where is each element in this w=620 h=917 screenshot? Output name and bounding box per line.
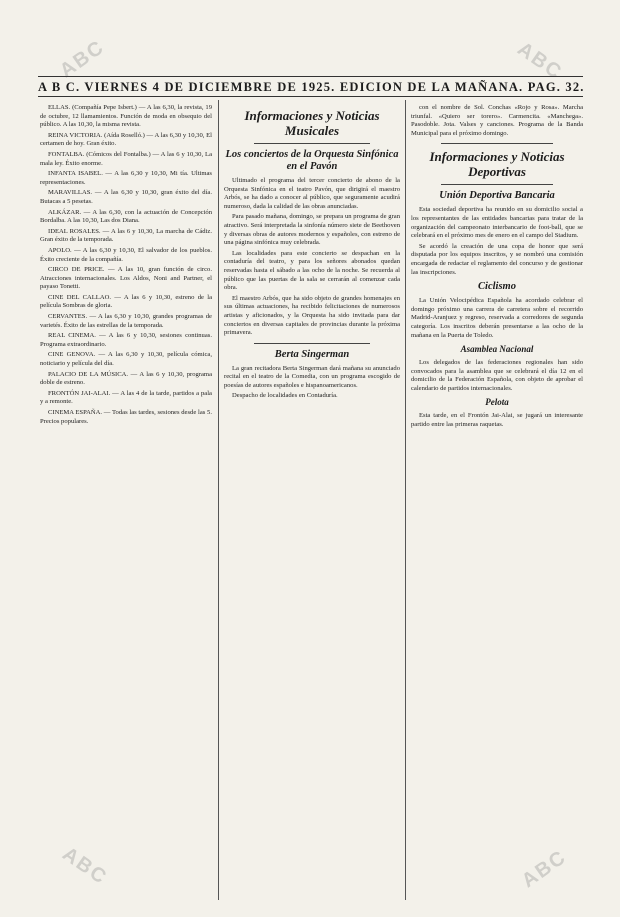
article-paragraph: Se acordó la creación de una copa de honor que será disputada por los equipos inscritos, y se nombró una comisión encargada de redactar el reglamento del concurso y de gestionar las inscripciones. <box>411 242 583 276</box>
listing-paragraph: ELLAS. (Compañía Pepe Isbert.) — A las 6,30, la revista, 19 de octubre, 12 llamamientos. Función de moda en obsequio del público. A las 10,30, la misma revista. <box>40 104 212 129</box>
column-2-music <box>224 104 400 894</box>
article-paragraph: Despacho de localidades en Contaduría. <box>232 392 338 400</box>
abc-watermark-top-right: ABC <box>513 37 567 85</box>
divider <box>254 143 370 144</box>
abc-watermark-bottom-left: ABC <box>58 842 112 890</box>
article-paragraph: La gran recitadora Berta Singerman dará mañana su anunciado recital en el teatro de la Comedia, con un programa escogido de poesías de autores españoles e hispanoamericanos. <box>224 364 400 389</box>
article-paragraph: Las localidades para este concierto se despachan en la contaduría del teatro, y para los señores abonados quedan reservadas hasta el sábado a las ocho de la noche. Se recuerda al público que las puertas de la sala se cerrarán al comenzar cada obra. <box>224 249 400 292</box>
article-paragraph: El maestro Arbós, que ha sido objeto de grandes homenajes en sus últimas actuaciones, ha recibido felicitaciones de numerosos artistas y aficionados, y la Orquesta ha sido invitada para dar conciertos en diversas capitales de provincias durante la próxima primavera. <box>224 294 400 337</box>
abc-watermark-bottom-right: ABC <box>517 845 571 893</box>
header-top-rule <box>38 76 583 77</box>
listing-paragraph: CERVANTES. — A las 6,30 y 10,30, grandes programas de varietés. Éxito de las estrellas de la temporada. <box>40 313 212 329</box>
article-paragraph: Ultimado el programa del tercer concierto de abono de la Orquesta Sinfónica en el teatro Pavón, que dirigirá el maestro Arbós, se ha dado a conocer al público, que seguramente acudirá numeroso, dada la calidad de las obras anunciadas. <box>224 177 400 210</box>
listing-paragraph: APOLO. — A las 6,30 y 10,30, El salvador de los pueblos. Éxito creciente de la compañía. <box>40 246 212 263</box>
singerman-article-title: Berta Singerman <box>274 348 350 360</box>
listing-paragraph: CINE GENOVA. — A las 6,30 y 10,30, película cómica, noticiario y película del día. <box>40 351 212 368</box>
national-assembly-title: Asamblea Nacional <box>460 344 534 355</box>
banking-union-title: Unión Deportiva Bancaria <box>439 190 555 202</box>
listing-paragraph: MARAVILLAS. — A las 6,30 y 10,30, gran éxito del día. Butacas a 5 pesetas. <box>40 189 212 205</box>
listing-paragraph: FONTALBA. (Cómicos del Fontalba.) — A las 6 y 10,30, La mala ley. Éxito enorme. <box>40 150 212 167</box>
music-section-title: Informaciones y Noticias Musicales <box>244 108 380 138</box>
listing-paragraph: CINE DEL CALLAO. — A las 6 y 10,30, estreno de la película Sombras de gloria. <box>40 293 212 310</box>
listing-paragraph: CINEMA ESPAÑA. — Todas las tardes, sesiones desde las 5. Precios populares. <box>40 409 212 425</box>
cycling-title: Ciclismo <box>478 281 516 293</box>
header-bottom-rule <box>38 96 583 97</box>
listing-paragraph: IDEAL ROSALES. — A las 6 y 10,30, La marcha de Cádiz. Gran éxito de la temporada. <box>40 227 212 244</box>
listing-paragraph: FRONTÓN JAI-ALAI. — A las 4 de la tarde, partidos a pala y a remonte. <box>40 389 212 406</box>
divider <box>441 143 553 144</box>
page-header: A B C. VIERNES 4 DE DICIEMBRE DE 1925. EDICION DE LA MAÑANA. PAG. 32. <box>38 80 585 94</box>
listing-paragraph: ALKÁZAR. — A las 6,30, con la actuación de Concepción Bordalba. A las 10,30, Las dos Diana. <box>40 208 212 225</box>
column-rule-1 <box>218 100 219 900</box>
column-rule-2 <box>405 100 406 900</box>
divider <box>441 184 553 185</box>
column-3-sports <box>411 104 583 894</box>
orchestra-article-title: Los conciertos de la Orquesta Sinfónica en el Pavón <box>225 149 399 172</box>
abc-watermark-top-left: ABC <box>55 35 109 83</box>
column-1-listings <box>40 104 212 894</box>
listing-paragraph: REAL CINEMA. — A las 6 y 10,30, sesiones continuas. Programa extraordinario. <box>40 332 212 348</box>
music-program-continued: con el nombre de Sol. Conchas «Rojo y Rosa». Marcha triunfal. «Quiero ser torero». Carmencita. «Manchega». Pasodoble. Jota. Valses y canciones. Programa de la Banda Municipal para el próximo domingo. <box>411 104 583 137</box>
divider <box>254 343 370 344</box>
listing-paragraph: REINA VICTORIA. (Aída Roselló.) — A las 6,30 y 10,30, El certamen de hoy. Gran éxito. <box>40 131 212 148</box>
article-paragraph: Esta sociedad deportiva ha reunido en su domicilio social a los representantes de las entidades bancarias para tratar de la organización del campeonato interbancario de foot-ball, que se celebrará en el próximo mes de enero en el campo del Stadium. <box>411 206 583 240</box>
sports-section-title: Informaciones y Noticias Deportivas <box>429 149 565 180</box>
article-paragraph: Esta tarde, en el Frontón Jai-Alai, se jugará un interesante partido entre las primeras raquetas. <box>411 412 583 429</box>
pelota-title: Pelota <box>485 397 509 408</box>
listing-paragraph: CIRCO DE PRICE. — A las 10, gran función de circo. Atracciones internacionales. Los Aldos, Noni and Partner, el payaso Tonetti. <box>40 266 212 291</box>
article-paragraph: La Unión Velocipédica Española ha acordado celebrar el domingo próximo una carrera de carretera sobre el recorrido Madrid-Aranjuez y regreso, reservada a corredores de segunda categoría. Los inscritos deberán presentarse a las ocho de la mañana en la Puerta de Toledo. <box>411 297 583 339</box>
listing-paragraph: PALACIO DE LA MÚSICA. — A las 6 y 10,30, programa doble de estreno. <box>40 370 212 387</box>
article-paragraph: Para pasado mañana, domingo, se prepara un programa de gran atractivo. Será interpretada la sinfonía número siete de Beethoven y diversas obras de autores modernos y españoles, con estreno de una página sinfónica muy celebrada. <box>224 213 400 247</box>
article-paragraph: Los delegados de las federaciones regionales han sido convocados para la asamblea que se celebrará el día 12 en el domicilio de la Federación Española, con objeto de aprobar el calendario de partidos internacionales. <box>411 359 583 392</box>
listing-paragraph: INFANTA ISABEL. — A las 6,30 y 10,30, Mi tía. Ultimas representaciones. <box>40 170 212 186</box>
